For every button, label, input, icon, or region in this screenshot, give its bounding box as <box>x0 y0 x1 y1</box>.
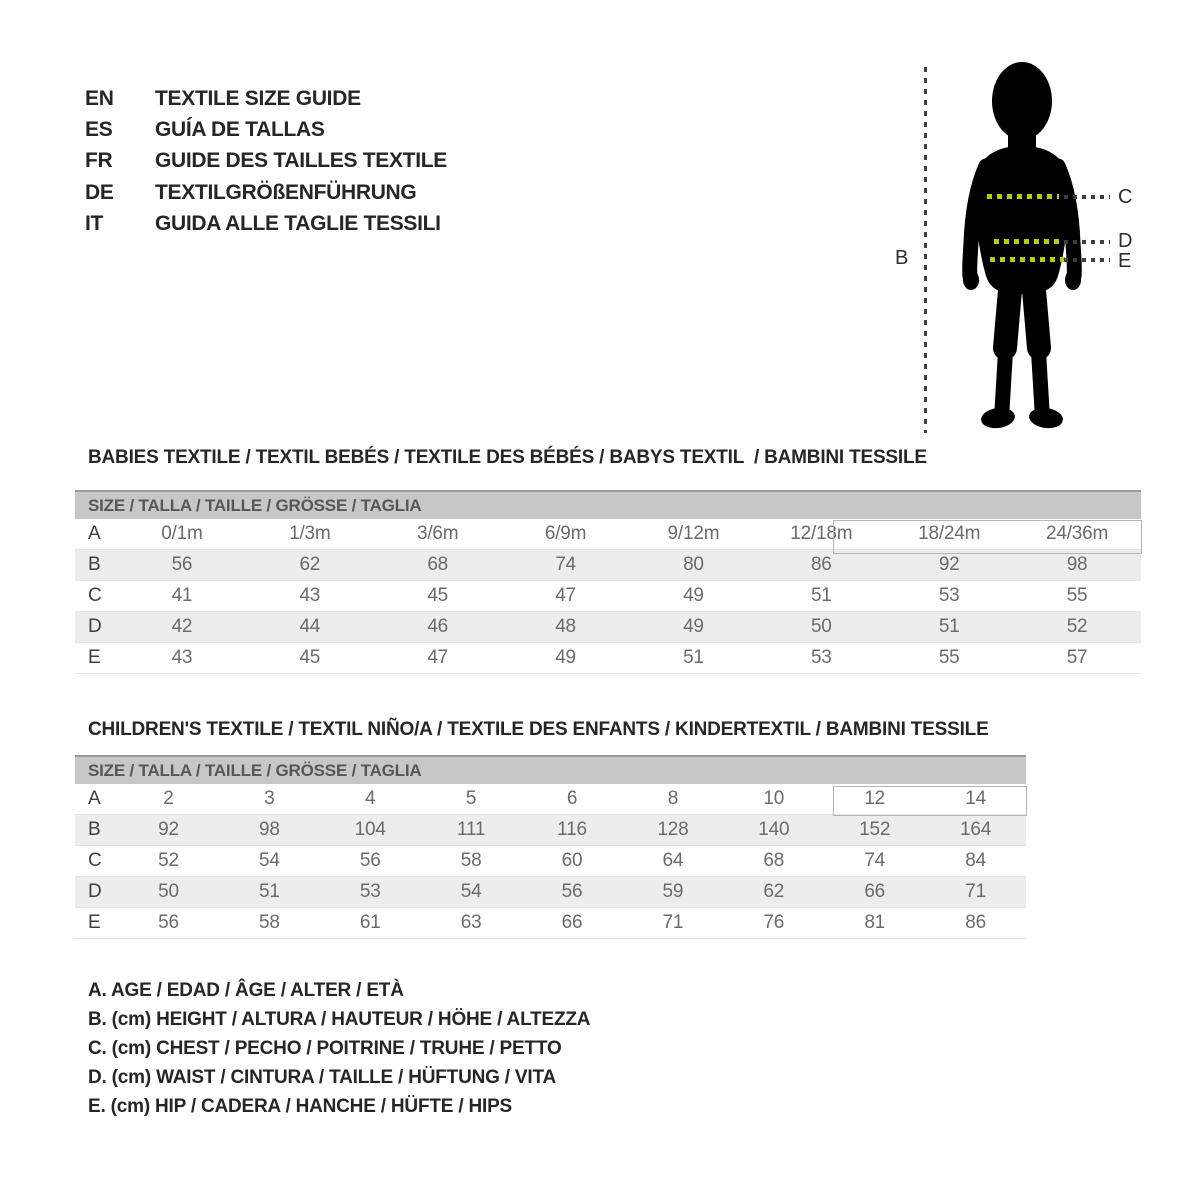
table-cell: 56 <box>171 554 193 575</box>
table-cell: 49 <box>555 647 576 668</box>
table-cell: 1/3m <box>289 523 331 544</box>
measurement-legend <box>88 976 590 1122</box>
table-cell: 53 <box>359 881 381 902</box>
table-cell: 43 <box>171 647 193 668</box>
table-cell: 76 <box>763 912 785 933</box>
babies-section-title: BABIES TEXTILE / TEXTIL BEBÉS / TEXTILE DES BÉBÉS / BABYS TEXTIL / BAMBINI TESSILE <box>88 447 927 468</box>
table-cell: 42 <box>171 616 193 637</box>
table-cell: 14 <box>965 788 986 809</box>
table-cell: 92 <box>158 819 179 840</box>
table-cell: 98 <box>1066 554 1088 575</box>
table-cell: 128 <box>657 819 689 840</box>
table-cell: 2 <box>163 788 174 809</box>
table-cell: 45 <box>427 585 449 606</box>
language-code: FR <box>85 149 113 173</box>
babies-table-row <box>75 581 1141 612</box>
chest-measure-line-c-on-body <box>987 194 1059 199</box>
table-cell: 56 <box>561 881 583 902</box>
children-table-row <box>75 908 1026 939</box>
table-cell: 164 <box>960 819 992 840</box>
table-cell: 8 <box>667 788 679 809</box>
measure-label-b: B <box>895 247 909 269</box>
table-cell: 50 <box>158 881 179 902</box>
table-cell: 84 <box>965 850 986 871</box>
table-cell: 66 <box>561 912 583 933</box>
children-size-table <box>75 755 1026 939</box>
language-row <box>85 114 447 145</box>
table-cell: 152 <box>859 819 891 840</box>
silhouette-left-hand <box>963 270 979 290</box>
table-cell: 50 <box>810 616 832 637</box>
language-row <box>85 83 447 114</box>
row-label: C <box>88 585 102 606</box>
babies-table-row <box>75 550 1141 581</box>
table-cell: 68 <box>427 554 449 575</box>
children-section-title: CHILDREN'S TEXTILE / TEXTIL NIÑO/A / TEXTILE DES ENFANTS / KINDERTEXTIL / BAMBINI TESSILE <box>88 719 989 740</box>
chest-measure-line-c-pointer <box>1064 195 1110 199</box>
table-cell: 111 <box>456 819 486 840</box>
babies-highlight-box <box>833 520 1142 554</box>
language-row <box>85 177 447 208</box>
waist-measure-line-d-on-body <box>994 239 1062 244</box>
silhouette-left-calf <box>1002 343 1006 410</box>
language-guide-title: TEXTILE SIZE GUIDE <box>155 86 361 110</box>
waist-measure-line-d-pointer <box>1064 240 1110 244</box>
table-cell: 45 <box>299 647 321 668</box>
language-row <box>85 146 447 177</box>
table-cell: 51 <box>683 647 704 668</box>
table-cell: 71 <box>662 912 684 933</box>
hip-measure-line-e-pointer <box>1064 258 1110 262</box>
row-label: A <box>88 523 101 544</box>
table-cell: 0/1m <box>161 523 203 544</box>
table-cell: 51 <box>258 881 280 902</box>
language-list <box>85 83 447 239</box>
children-highlight-box <box>833 786 1027 816</box>
measure-label-d: D <box>1118 230 1133 252</box>
table-cell: 43 <box>299 585 321 606</box>
children-table-row <box>75 877 1026 908</box>
language-code: IT <box>85 211 104 235</box>
row-label: A <box>88 788 101 809</box>
children-table-row <box>75 846 1026 877</box>
table-cell: 55 <box>938 647 960 668</box>
table-cell: 47 <box>427 647 449 668</box>
row-label: C <box>88 850 102 871</box>
legend-line: D. (cm) WAIST / CINTURA / TAILLE / HÜFTUNG / VITA <box>88 1067 556 1089</box>
table-cell: 41 <box>171 585 193 606</box>
babies-table-header: SIZE / TALLA / TAILLE / GRÖSSE / TAGLIA <box>75 490 1141 519</box>
table-cell: 86 <box>965 912 986 933</box>
table-cell: 71 <box>965 881 986 902</box>
table-cell: 52 <box>158 850 179 871</box>
table-cell: 54 <box>460 881 482 902</box>
table-cell: 18/24m <box>918 523 981 544</box>
table-cell: 55 <box>1066 585 1088 606</box>
height-measure-line-b <box>924 67 927 433</box>
babies-table-row <box>75 643 1141 674</box>
table-cell: 6/9m <box>544 523 587 544</box>
row-label: E <box>88 647 101 668</box>
babies-size-table <box>75 490 1141 674</box>
table-cell: 5 <box>465 788 477 809</box>
table-cell: 49 <box>683 585 704 606</box>
table-cell: 53 <box>938 585 960 606</box>
silhouette-left-foot <box>980 406 1016 431</box>
table-cell: 44 <box>299 616 321 637</box>
table-cell: 62 <box>763 881 785 902</box>
row-label: D <box>88 881 102 902</box>
table-cell: 56 <box>158 912 179 933</box>
table-cell: 48 <box>555 616 576 637</box>
table-cell: 98 <box>258 819 280 840</box>
table-cell: 74 <box>555 554 576 575</box>
table-cell: 59 <box>662 881 684 902</box>
legend-line: A. AGE / EDAD / ÂGE / ALTER / ETÀ <box>88 979 404 1001</box>
table-cell: 60 <box>561 850 583 871</box>
table-cell: 86 <box>810 554 832 575</box>
table-cell: 3/6m <box>416 523 459 544</box>
silhouette-right-hand <box>1065 270 1081 290</box>
table-cell: 51 <box>810 585 832 606</box>
hip-measure-line-e-on-body <box>990 257 1065 262</box>
table-cell: 56 <box>359 850 381 871</box>
table-cell: 3 <box>264 788 275 809</box>
table-cell: 64 <box>662 850 684 871</box>
table-cell: 58 <box>460 850 482 871</box>
table-cell: 4 <box>365 788 376 809</box>
table-cell: 53 <box>810 647 832 668</box>
table-cell: 116 <box>557 819 587 840</box>
language-row <box>85 208 447 239</box>
silhouette-right-calf <box>1038 343 1042 410</box>
language-guide-title: TEXTILGRÖßENFÜHRUNG <box>155 180 417 204</box>
language-guide-title: GUIDE DES TAILLES TEXTILE <box>155 149 447 173</box>
table-cell: 9/12m <box>667 523 720 544</box>
legend-line: B. (cm) HEIGHT / ALTURA / HAUTEUR / HÖHE / ALTEZZA <box>88 1008 591 1030</box>
table-cell: 81 <box>864 912 886 933</box>
row-label: E <box>88 912 101 933</box>
row-label: B <box>88 554 101 575</box>
table-cell: 12/18m <box>790 523 853 544</box>
table-cell: 57 <box>1066 647 1088 668</box>
babies-table-row <box>75 612 1141 643</box>
table-cell: 74 <box>864 850 886 871</box>
table-cell: 58 <box>258 912 280 933</box>
table-cell: 63 <box>460 912 482 933</box>
table-cell: 6 <box>566 788 578 809</box>
measure-label-e: E <box>1118 250 1132 272</box>
row-label: D <box>88 616 102 637</box>
table-cell: 61 <box>359 912 381 933</box>
table-cell: 24/36m <box>1045 523 1109 544</box>
table-cell: 10 <box>763 788 785 809</box>
table-cell: 51 <box>938 616 960 637</box>
table-cell: 12 <box>864 788 886 809</box>
table-cell: 140 <box>758 819 790 840</box>
row-label: B <box>88 819 101 840</box>
table-cell: 54 <box>258 850 280 871</box>
language-guide-title: GUIDA ALLE TAGLIE TESSILI <box>155 211 441 235</box>
table-cell: 49 <box>683 616 704 637</box>
table-cell: 46 <box>427 616 449 637</box>
table-cell: 52 <box>1066 616 1088 637</box>
table-cell: 92 <box>938 554 960 575</box>
table-cell: 104 <box>354 819 386 840</box>
table-cell: 80 <box>683 554 704 575</box>
table-cell: 62 <box>299 554 321 575</box>
legend-line: E. (cm) HIP / CADERA / HANCHE / HÜFTE / HIPS <box>88 1096 513 1118</box>
language-code: ES <box>85 117 113 141</box>
children-table-header: SIZE / TALLA / TAILLE / GRÖSSE / TAGLIA <box>75 755 1026 784</box>
table-cell: 47 <box>555 585 576 606</box>
language-guide-title: GUÍA DE TALLAS <box>155 117 325 141</box>
silhouette-right-foot <box>1028 406 1064 431</box>
legend-line: C. (cm) CHEST / PECHO / POITRINE / TRUHE / PETTO <box>88 1037 562 1059</box>
table-cell: 66 <box>864 881 886 902</box>
language-code: EN <box>85 86 114 110</box>
table-cell: 68 <box>763 850 785 871</box>
language-code: DE <box>85 180 114 204</box>
children-table-row <box>75 815 1026 846</box>
measure-label-c: C <box>1118 186 1133 208</box>
